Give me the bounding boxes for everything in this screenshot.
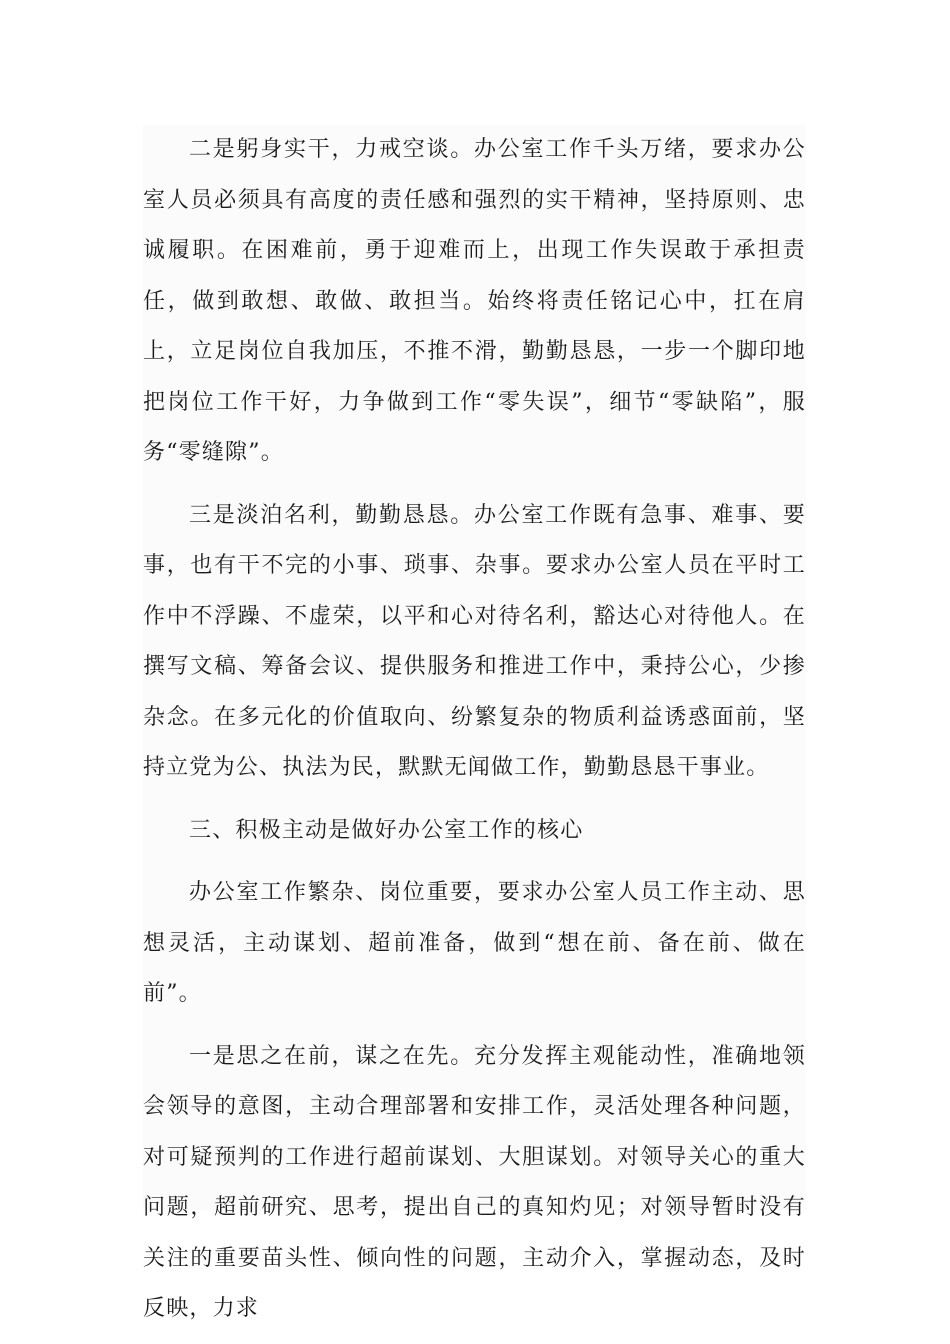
paragraph-gap xyxy=(143,479,806,491)
paragraph-gap xyxy=(143,1020,806,1032)
paragraph-gap xyxy=(143,794,806,806)
paragraph-dedication: 二是躬身实干，力戒空谈。办公室工作千头万绪，要求办公室人员必须具有高度的责任感和强烈的实干精神，坚持原则、忠诚履职。在困难前，勇于迎难而上，出现工作失误敢于承担责任，做到敢想、敢做、敢担当。始终将责任铭记心中，扛在肩上，立足岗位自我加压，不推不滑，勤勤恳恳，一步一个脚印地把岗位工作干好，力争做到工作“零失误”，细节“零缺陷”，服务“零缝隙”。 xyxy=(143,137,806,465)
paragraph-indifference-to-fame: 三是淡泊名利，勤勤恳恳。办公室工作既有急事、难事、要事，也有干不完的小事、琐事、杂事。要求办公室人员在平时工作中不浮躁、不虚荣，以平和心对待名利，豁达心对待他人。在撰写文稿、筹备会议、提供服务和推进工作中，秉持公心，少掺杂念。在多元化的价值取向、纷繁复杂的物质利益诱惑面前，坚持立党为公、执法为民，默默无闻做工作，勤勤恳恳干事业。 xyxy=(143,502,806,780)
document-body xyxy=(143,125,806,1321)
paragraph-section-intro: 办公室工作繁杂、岗位重要，要求办公室人员工作主动、思想灵活，主动谋划、超前准备，做到“想在前、备在前、做在前”。 xyxy=(143,880,806,1006)
paragraph-gap xyxy=(143,856,806,868)
section-heading: 三、积极主动是做好办公室工作的核心 xyxy=(189,817,584,843)
paragraph-think-ahead: 一是思之在前，谋之在先。充分发挥主观能动性，准确地领会领导的意图，主动合理部署和安排工作，灵活处理各种问题，对可疑预判的工作进行超前谋划、大胆谋划。对领导关心的重大问题，超前研究、思考，提出自己的真知灼见；对领导暂时没有关注的重要苗头性、倾向性的问题，主动介入，掌握动态，及时反映，力求 xyxy=(143,1043,806,1321)
